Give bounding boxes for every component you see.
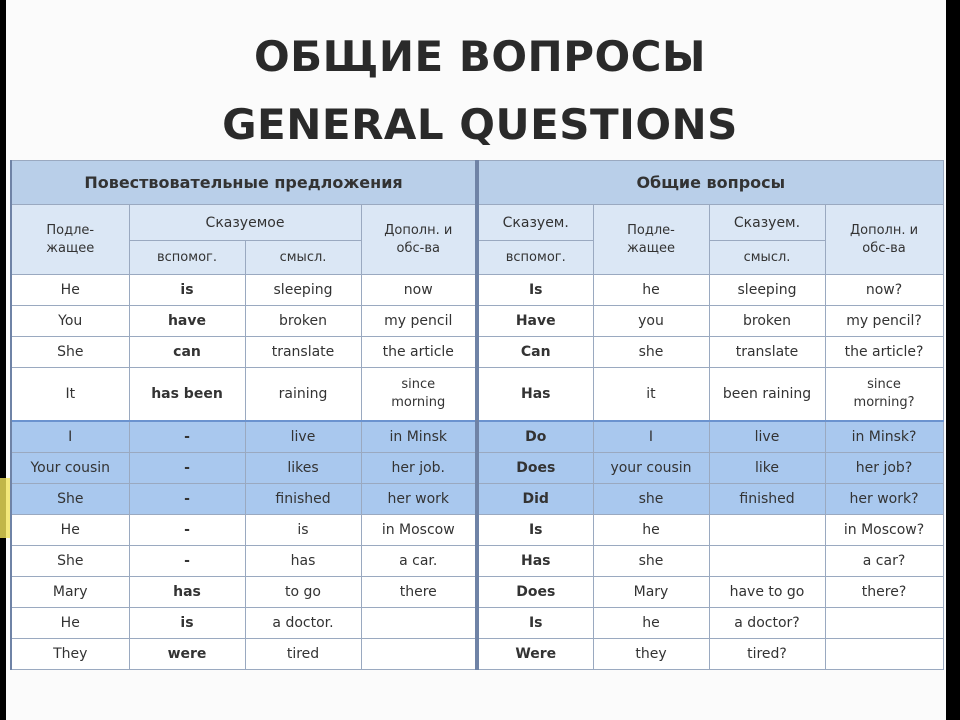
table-row [11, 275, 943, 306]
table-row [11, 639, 943, 670]
cell-object-right [825, 608, 943, 639]
cell-meaning-right: been raining [709, 368, 825, 422]
cell-subject-left: He [11, 608, 129, 639]
table-row [11, 337, 943, 368]
cell-aux-left: - [129, 421, 245, 453]
cell-object-left: now [361, 275, 477, 306]
cell-subject-right: you [593, 306, 709, 337]
cell-meaning-left: is [245, 515, 361, 546]
cell-aux-right: Have [477, 306, 593, 337]
cell-aux-left: has been [129, 368, 245, 422]
cell-subject-right: she [593, 337, 709, 368]
cell-meaning-right: live [709, 421, 825, 453]
cell-meaning-left: translate [245, 337, 361, 368]
cell-aux-right: Is [477, 275, 593, 306]
header-object-left: Дополн. и обс-ва [361, 205, 477, 275]
cell-subject-left: Your cousin [11, 453, 129, 484]
header-object-right: Дополн. и обс-ва [825, 205, 943, 275]
table-row [11, 546, 943, 577]
title-russian: ОБЩИЕ ВОПРОСЫ [253, 32, 707, 81]
table-row [11, 421, 943, 453]
cell-subject-left: Mary [11, 577, 129, 608]
cell-meaning-right: a doctor? [709, 608, 825, 639]
cell-meaning-left: has [245, 546, 361, 577]
title-english: GENERAL QUESTIONS [222, 100, 738, 149]
cell-meaning-left: tired [245, 639, 361, 670]
cell-subject-right: she [593, 484, 709, 515]
table-row [11, 484, 943, 515]
cell-meaning-right: broken [709, 306, 825, 337]
header-aux-right: вспомог. [477, 241, 593, 275]
header-subject-left: Подле- жащее [11, 205, 129, 275]
cell-meaning-right: finished [709, 484, 825, 515]
cell-object-left [361, 608, 477, 639]
cell-aux-left: have [129, 306, 245, 337]
cell-meaning-left: to go [245, 577, 361, 608]
cell-subject-right: your cousin [593, 453, 709, 484]
cell-object-right: her job? [825, 453, 943, 484]
cell-aux-right: Does [477, 577, 593, 608]
cell-subject-left: He [11, 515, 129, 546]
cell-aux-right: Does [477, 453, 593, 484]
cell-subject-right: he [593, 275, 709, 306]
header-predicate-meaning-right: Сказуем. [709, 205, 825, 241]
cell-aux-left: can [129, 337, 245, 368]
cell-subject-right: she [593, 546, 709, 577]
table-row [11, 306, 943, 337]
cell-meaning-right: sleeping [709, 275, 825, 306]
table-row [11, 608, 943, 639]
cell-object-right [825, 639, 943, 670]
cell-object-left: in Minsk [361, 421, 477, 453]
cell-aux-left: has [129, 577, 245, 608]
cell-subject-right: he [593, 515, 709, 546]
cell-object-right: a car? [825, 546, 943, 577]
cell-object-right: now? [825, 275, 943, 306]
cell-aux-left: is [129, 275, 245, 306]
table-row [11, 368, 943, 422]
table-row [11, 453, 943, 484]
cell-subject-left: He [11, 275, 129, 306]
cell-subject-right: it [593, 368, 709, 422]
cell-subject-left: She [11, 546, 129, 577]
cell-meaning-left: raining [245, 368, 361, 422]
cell-object-left: the article [361, 337, 477, 368]
cell-aux-right: Did [477, 484, 593, 515]
cell-meaning-right: like [709, 453, 825, 484]
table-row [11, 515, 943, 546]
cell-aux-left: - [129, 484, 245, 515]
cell-aux-right: Is [477, 515, 593, 546]
cell-meaning-left: broken [245, 306, 361, 337]
cell-object-right: in Minsk? [825, 421, 943, 453]
cell-meaning-left: finished [245, 484, 361, 515]
cell-subject-right: they [593, 639, 709, 670]
header-predicate-aux-right: Сказуем. [477, 205, 593, 241]
cell-meaning-left: likes [245, 453, 361, 484]
header-subject-right: Подле- жащее [593, 205, 709, 275]
cell-subject-left: They [11, 639, 129, 670]
cell-subject-left: I [11, 421, 129, 453]
cell-aux-right: Has [477, 546, 593, 577]
cell-object-left [361, 639, 477, 670]
cell-object-left: there [361, 577, 477, 608]
cell-meaning-right: have to go [709, 577, 825, 608]
cell-object-right: my pencil? [825, 306, 943, 337]
cell-object-left: her job. [361, 453, 477, 484]
table-row [11, 577, 943, 608]
cell-object-right: her work? [825, 484, 943, 515]
cell-meaning-left: live [245, 421, 361, 453]
cell-object-right: since morning? [825, 368, 943, 422]
cell-subject-left: You [11, 306, 129, 337]
cell-meaning-right: translate [709, 337, 825, 368]
cell-object-right: there? [825, 577, 943, 608]
header-meaning-left: смысл. [245, 241, 361, 275]
cell-aux-left: is [129, 608, 245, 639]
header-predicate-left: Сказуемое [129, 205, 361, 241]
group-header-questions: Общие вопросы [477, 161, 943, 205]
cell-meaning-right: tired? [709, 639, 825, 670]
cell-object-right: the article? [825, 337, 943, 368]
cell-aux-right: Has [477, 368, 593, 422]
cell-subject-left: She [11, 337, 129, 368]
header-meaning-right: смысл. [709, 241, 825, 275]
cell-object-right: in Moscow? [825, 515, 943, 546]
cell-subject-right: I [593, 421, 709, 453]
cell-meaning-right [709, 546, 825, 577]
cell-object-left: my pencil [361, 306, 477, 337]
cell-aux-right: Can [477, 337, 593, 368]
cell-aux-left: were [129, 639, 245, 670]
cell-meaning-left: sleeping [245, 275, 361, 306]
cell-subject-left: It [11, 368, 129, 422]
cell-object-left: a car. [361, 546, 477, 577]
cell-subject-right: he [593, 608, 709, 639]
cell-object-left: since morning [361, 368, 477, 422]
cell-subject-left: She [11, 484, 129, 515]
group-header-statements: Повествовательные предложения [11, 161, 477, 205]
general-questions-table [10, 160, 944, 670]
cell-aux-right: Were [477, 639, 593, 670]
cell-subject-right: Mary [593, 577, 709, 608]
cell-aux-left: - [129, 453, 245, 484]
cell-meaning-right [709, 515, 825, 546]
header-aux-left: вспомог. [129, 241, 245, 275]
cell-object-left: her work [361, 484, 477, 515]
cell-aux-left: - [129, 546, 245, 577]
cell-aux-left: - [129, 515, 245, 546]
cell-meaning-left: a doctor. [245, 608, 361, 639]
table-body [11, 275, 943, 670]
cell-object-left: in Moscow [361, 515, 477, 546]
cell-aux-right: Do [477, 421, 593, 453]
cell-aux-right: Is [477, 608, 593, 639]
